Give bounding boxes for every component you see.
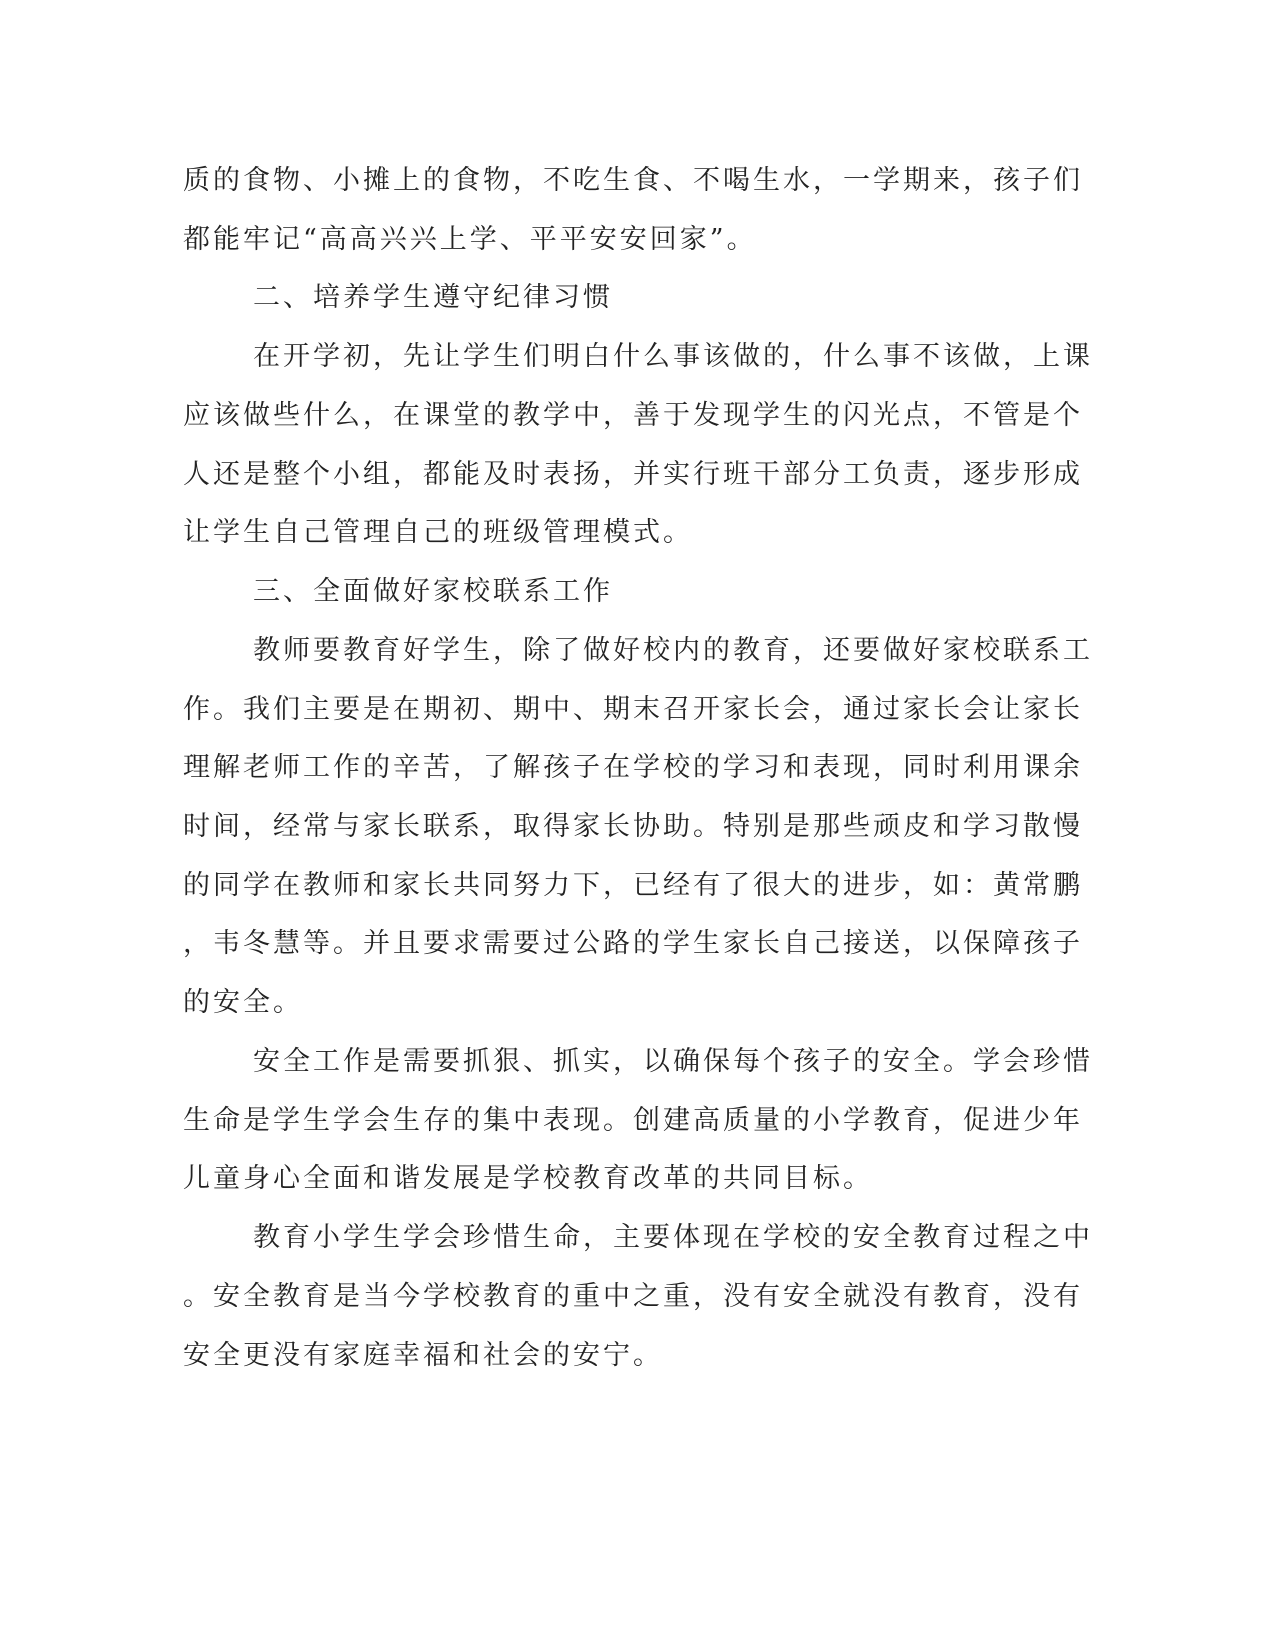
section-heading: 三、全面做好家校联系工作	[253, 576, 613, 607]
body-text-line: 安全更没有家庭幸福和社会的安宁。	[183, 1340, 663, 1371]
body-text-line: 人还是整个小组，都能及时表扬，并实行班干部分工负责，逐步形成	[183, 459, 1083, 490]
body-text-line: 教育小学生学会珍惜生命，主要体现在学校的安全教育过程之中	[253, 1222, 1093, 1253]
body-text-line: 在开学初，先让学生们明白什么事该做的，什么事不该做，上课	[253, 341, 1093, 372]
body-text-line: 安全工作是需要抓狠、抓实，以确保每个孩子的安全。学会珍惜	[253, 1046, 1093, 1077]
body-text-line: 作。我们主要是在期初、期中、期末召开家长会，通过家长会让家长	[183, 694, 1083, 725]
body-text-line: 让学生自己管理自己的班级管理模式。	[183, 517, 693, 548]
body-text-line: ，韦冬慧等。并且要求需要过公路的学生家长自己接送，以保障孩子	[183, 928, 1083, 959]
body-text-line: 质的食物、小摊上的食物，不吃生食、不喝生水，一学期来，孩子们	[183, 165, 1083, 196]
body-text-line: 的同学在教师和家长共同努力下，已经有了很大的进步，如：黄常鹏	[183, 870, 1083, 901]
body-text-line: 。安全教育是当今学校教育的重中之重，没有安全就没有教育，没有	[183, 1281, 1083, 1312]
body-text-line: 理解老师工作的辛苦，了解孩子在学校的学习和表现，同时利用课余	[183, 752, 1083, 783]
body-text-line: 生命是学生学会生存的集中表现。创建高质量的小学教育，促进少年	[183, 1105, 1083, 1136]
body-text-line: 儿童身心全面和谐发展是学校教育改革的共同目标。	[183, 1163, 873, 1194]
body-text-line: 都能牢记“高高兴兴上学、平平安安回家”。	[183, 224, 757, 255]
body-text-line: 应该做些什么，在课堂的教学中，善于发现学生的闪光点，不管是个	[183, 400, 1083, 431]
body-text-line: 的安全。	[183, 987, 303, 1018]
body-text-line: 教师要教育好学生，除了做好校内的教育，还要做好家校联系工	[253, 635, 1093, 666]
section-heading: 二、培养学生遵守纪律习惯	[253, 282, 613, 313]
body-text-line: 时间，经常与家长联系，取得家长协助。特别是那些顽皮和学习散慢	[183, 811, 1083, 842]
